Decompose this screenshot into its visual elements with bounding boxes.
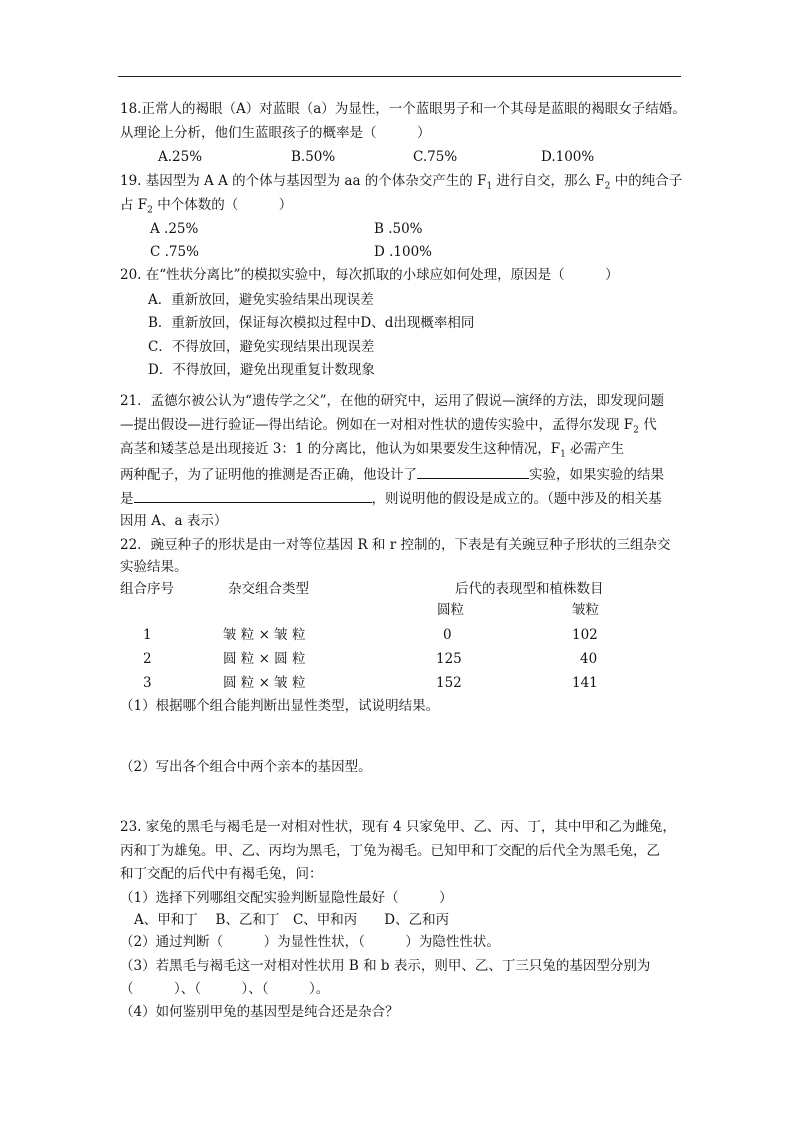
- q21-blank-result[interactable]: [134, 488, 372, 503]
- q22-header-round: 圆粒: [437, 602, 464, 618]
- q23-line3: 和丁交配的后代中有褐毛兔，问：: [120, 866, 323, 882]
- q23-part3-line1: （3）若黑毛与褐毛这一对相对性状用 B 和 b 表示，则甲、乙、丁三只兔的基因型分别为: [120, 958, 651, 974]
- q22-header-wrinkled: 皱粒: [572, 602, 599, 618]
- q22-row1-type: 皱 粒 × 皱 粒: [223, 627, 306, 643]
- q20-option-d: D．不得放回，避免出现重复计数现象: [148, 362, 375, 378]
- q22-row1-no: 1: [143, 627, 152, 643]
- q22-row1-wrinkled: 102: [572, 627, 598, 643]
- q19-option-c: C .75%: [150, 244, 199, 260]
- q23-line2: 丙和丁为雄兔。甲、乙、丙均为黑毛，丁兔为褐毛。已知甲和丁交配的后代全为黑毛兔，乙: [120, 843, 660, 859]
- q21-blank-experiment[interactable]: [417, 464, 529, 479]
- q22-row1-round: 0: [443, 627, 452, 643]
- q22-row3-type: 圆 粒 × 皱 粒: [223, 675, 306, 691]
- q23-part1-options: A、甲和丁 B、乙和丁 C、甲和丙 D、乙和丙: [134, 912, 450, 928]
- q22-row3-no: 3: [143, 675, 152, 691]
- q23-part3-line2: （ ）、（ ）、（ ）。: [120, 981, 330, 997]
- q18-option-b: B.50%: [291, 149, 336, 165]
- header-rule: [118, 76, 681, 77]
- q23-line1: 23. 家兔的黑毛与褐毛是一对相对性状，现有 4 只家兔甲、乙、丙、丁，其中甲和乙为雌兔，: [120, 819, 676, 835]
- q22-stem-line2: 实验结果。: [120, 559, 188, 575]
- q18-stem-line2: 从理论上分析，他们生蓝眼孩子的概率是（ ）: [120, 125, 431, 141]
- q22-sub1: （1）根据哪个组合能判断出显性类型，试说明结果。: [120, 698, 440, 714]
- q18-option-a: A.25%: [158, 149, 203, 165]
- q21-line6: 因用 A、a 表示）: [120, 513, 228, 529]
- q22-row2-no: 2: [143, 651, 152, 667]
- q19-stem-line1: 19. 基因型为 A A 的个体与基因型为 aa 的个体杂交产生的 $F_1$ 进行自交，那么 $F_2$ 中的纯合子: [120, 173, 683, 192]
- q22-stem-line1: 22．豌豆种子的形状是由一对等位基因 R 和 r 控制的，下表是有关豌豆种子形状的三组杂交: [120, 537, 671, 553]
- q21-line2: —提出假设—进行验证—得出结论。例如在一对相对性状的遗传实验中，孟得尔发现 $F_2$ 代: [120, 417, 657, 436]
- q22-row3-round: 152: [436, 675, 462, 691]
- q22-header-no: 组合序号: [120, 581, 174, 597]
- q21-line3: 高茎和矮茎总是出现接近 3：1 的分离比，他认为如果要发生这种情况，$F_1$ 必需产生: [120, 441, 625, 460]
- q20-option-b: B．重新放回，保证每次模拟过程中D、d出现概率相同: [148, 315, 475, 331]
- q21-line1: 21．孟德尔被公认为“遗传学之父”，在他的研究中，运用了假说—演绎的方法，即发现问题: [120, 393, 664, 409]
- q19-option-d: D .100%: [374, 244, 433, 260]
- q22-sub2: （2）写出各个组合中两个亲本的基因型。: [120, 759, 372, 775]
- q19-option-b: B .50%: [374, 221, 423, 237]
- q23-part2: （2）通过判断（ ）为显性性状，（ ）为隐性性状。: [120, 934, 500, 950]
- q18-stem-line1: 18.正常人的褐眼（A）对蓝眼（a）为显性，一个蓝眼男子和一个其母是蓝眼的褐眼女子结婚。: [120, 101, 686, 117]
- q20-option-a: A．重新放回，避免实验结果出现误差: [148, 292, 374, 308]
- q19-stem-line2: 占 $F_2$ 中个体数的（ ）: [120, 197, 293, 216]
- q22-header-offspring: 后代的表现型和植株数目: [455, 581, 604, 597]
- q21-line4: 两种配子，为了证明他的推测是否正确，他设计了 实验，如果实验的结果: [120, 464, 664, 484]
- q21-line5: 是 ，则说明他的假设是成立的。（题中涉及的相关基: [120, 488, 662, 508]
- q20-option-c: C．不得放回，避免实现结果出现误差: [148, 339, 375, 355]
- q20-stem: 20. 在“性状分离比”的模拟实验中，每次抓取的小球应如何处理，原因是（ ）: [120, 267, 619, 283]
- q22-row3-wrinkled: 141: [572, 675, 598, 691]
- q22-header-type: 杂交组合类型: [228, 581, 309, 597]
- q22-row2-wrinkled: 40: [580, 651, 598, 667]
- q18-option-c: C.75%: [413, 149, 458, 165]
- q19-option-a: A .25%: [150, 221, 199, 237]
- q18-option-d: D.100%: [541, 149, 595, 165]
- q23-part4: （4）如何鉴别甲兔的基因型是纯合还是杂合？: [120, 1004, 399, 1020]
- q22-row2-type: 圆 粒 × 圆 粒: [223, 651, 306, 667]
- q23-part1: （1）选择下列哪组交配实验判断显隐性最好（ ）: [120, 890, 453, 906]
- q22-row2-round: 125: [436, 651, 462, 667]
